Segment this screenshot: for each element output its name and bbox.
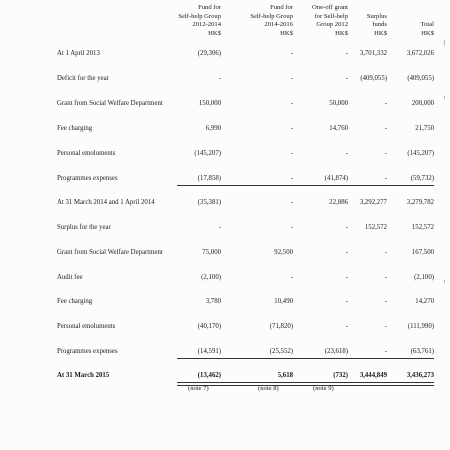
row-label: Audit fee bbox=[57, 274, 83, 281]
cell-value: 75,000 bbox=[202, 249, 221, 256]
cell-value: (14,591) bbox=[197, 348, 221, 355]
row-label: Grant from Social Welfare Department bbox=[57, 249, 163, 256]
cell-value: 3,780 bbox=[205, 298, 221, 305]
row-label: Deficit for the year bbox=[57, 75, 109, 82]
cell-value: 6,990 bbox=[205, 125, 221, 132]
header-line: for Self-help bbox=[314, 12, 348, 20]
table-row bbox=[0, 99, 450, 109]
cell-value: (35,381) bbox=[197, 199, 221, 206]
cell-value: (409,055) bbox=[360, 75, 387, 82]
cell-value: - bbox=[218, 224, 221, 231]
cell-value: - bbox=[384, 150, 387, 157]
column-header-fund-2014-2016 bbox=[250, 4, 293, 38]
header-line: Self-help Group bbox=[250, 12, 293, 20]
cell-value: - bbox=[290, 199, 293, 206]
cell-value: 167,500 bbox=[411, 249, 434, 256]
header-line: HK$ bbox=[208, 29, 221, 37]
cell-value: - bbox=[345, 150, 348, 157]
cell-value: - bbox=[384, 100, 387, 107]
cell-value: 150,000 bbox=[198, 100, 221, 107]
cell-value: (63,761) bbox=[410, 348, 434, 355]
total-double-rule bbox=[177, 382, 434, 386]
cell-value: 10,490 bbox=[274, 298, 293, 305]
scan-edge-mark bbox=[444, 280, 445, 283]
table-row bbox=[0, 174, 450, 184]
cell-value: - bbox=[290, 50, 293, 57]
subtotal-rule bbox=[177, 358, 434, 359]
row-label: At 1 April 2013 bbox=[57, 50, 100, 57]
header-line: Fund for bbox=[270, 4, 293, 11]
cell-value: - bbox=[384, 298, 387, 305]
cell-value: (17,858) bbox=[197, 175, 221, 182]
header-line: One-off grant bbox=[312, 4, 348, 11]
cell-value: (13,462) bbox=[197, 372, 221, 379]
row-label: Fee charging bbox=[57, 298, 93, 305]
table-row bbox=[0, 248, 450, 258]
cell-value: 152,572 bbox=[364, 224, 387, 231]
cell-value: 22,886 bbox=[329, 199, 348, 206]
cell-value: (145,207) bbox=[194, 150, 221, 157]
cell-value: - bbox=[290, 125, 293, 132]
scan-edge-mark bbox=[444, 96, 445, 99]
header-line: HK$ bbox=[421, 29, 434, 37]
table-row bbox=[0, 223, 450, 233]
cell-value: (40,170) bbox=[197, 323, 221, 330]
table-row bbox=[0, 347, 450, 357]
column-header-one-off-grant bbox=[312, 4, 348, 38]
table-row bbox=[0, 149, 450, 159]
cell-value: (732) bbox=[333, 372, 348, 379]
header-line: Total bbox=[420, 21, 434, 29]
cell-value: - bbox=[384, 175, 387, 182]
row-label: At 31 March 2014 and 1 April 2014 bbox=[57, 199, 155, 206]
header-line: Surplus bbox=[366, 12, 387, 20]
cell-value: - bbox=[345, 274, 348, 281]
row-label: Grant from Social Welfare Department bbox=[57, 100, 163, 107]
cell-value: (145,207) bbox=[407, 150, 434, 157]
header-line: HK$ bbox=[374, 29, 387, 37]
cell-value: 14,760 bbox=[329, 125, 348, 132]
cell-value: (29,306) bbox=[197, 50, 221, 57]
cell-value: - bbox=[290, 224, 293, 231]
cell-value: - bbox=[290, 175, 293, 182]
cell-value: 92,500 bbox=[274, 249, 293, 256]
table-row bbox=[0, 124, 450, 134]
cell-value: - bbox=[345, 75, 348, 82]
cell-value: (71,820) bbox=[269, 323, 293, 330]
header-line: HK$ bbox=[280, 29, 293, 37]
header-line: Fund for bbox=[198, 4, 221, 11]
row-label: Personal emoluments bbox=[57, 150, 116, 157]
header-line: Self-help Group bbox=[178, 12, 221, 20]
row-label: Programmes expenses bbox=[57, 175, 118, 182]
cell-value: - bbox=[345, 224, 348, 231]
cell-value: (25,552) bbox=[269, 348, 293, 355]
cell-value: 5,618 bbox=[277, 372, 293, 379]
header-line: funds bbox=[372, 21, 387, 29]
table-row bbox=[0, 74, 450, 84]
row-label: Fee charging bbox=[57, 125, 93, 132]
cell-value: 152,572 bbox=[411, 224, 434, 231]
header-line: 2012-2014 bbox=[192, 21, 221, 29]
cell-value: 50,000 bbox=[329, 100, 348, 107]
cell-value: - bbox=[345, 323, 348, 330]
cell-value: 3,701,332 bbox=[359, 50, 387, 57]
header-line: HK$ bbox=[335, 29, 348, 37]
cell-value: (409,055) bbox=[407, 75, 434, 82]
table-row bbox=[0, 297, 450, 307]
cell-value: - bbox=[384, 348, 387, 355]
table-row bbox=[0, 49, 450, 59]
cell-value: - bbox=[345, 298, 348, 305]
cell-value: - bbox=[384, 249, 387, 256]
cell-value: (41,874) bbox=[324, 175, 348, 182]
header-line: 2014-2016 bbox=[264, 21, 293, 29]
table-row-closing-balance bbox=[0, 371, 450, 381]
cell-value: 200,000 bbox=[411, 100, 434, 107]
cell-value: - bbox=[384, 323, 387, 330]
cell-value: - bbox=[384, 125, 387, 132]
table-row bbox=[0, 273, 450, 283]
table-row bbox=[0, 198, 450, 208]
note-ref-7: (note 7) bbox=[188, 385, 209, 392]
cell-value: 3,436,273 bbox=[406, 372, 434, 379]
row-label: At 31 March 2015 bbox=[57, 372, 110, 379]
row-label: Programmes expenses bbox=[57, 348, 118, 355]
column-header-surplus-funds bbox=[367, 13, 387, 39]
note-ref-8: (note 8) bbox=[258, 385, 279, 392]
row-label: Personal emoluments bbox=[57, 323, 116, 330]
cell-value: - bbox=[384, 274, 387, 281]
cell-value: 21,750 bbox=[415, 125, 434, 132]
cell-value: (111,990) bbox=[407, 323, 434, 330]
cell-value: (59,732) bbox=[410, 175, 434, 182]
table-row bbox=[0, 322, 450, 332]
cell-value: - bbox=[290, 100, 293, 107]
cell-value: - bbox=[290, 75, 293, 82]
column-header-fund-2012-2014 bbox=[178, 4, 221, 38]
row-label: Surplus for the year bbox=[57, 224, 111, 231]
cell-value: (23,618) bbox=[324, 348, 348, 355]
subtotal-rule bbox=[177, 185, 434, 186]
cell-value: - bbox=[218, 75, 221, 82]
cell-value: 3,292,277 bbox=[359, 199, 387, 206]
cell-value: (2,100) bbox=[414, 274, 434, 281]
header-line: Group 2012 bbox=[316, 21, 348, 29]
cell-value: - bbox=[345, 50, 348, 57]
cell-value: - bbox=[345, 249, 348, 256]
scan-edge-mark bbox=[444, 40, 445, 46]
cell-value: 14,270 bbox=[415, 298, 434, 305]
cell-value: (2,100) bbox=[201, 274, 221, 281]
cell-value: - bbox=[290, 150, 293, 157]
cell-value: 3,279,782 bbox=[406, 199, 434, 206]
cell-value: 3,672,026 bbox=[406, 50, 434, 57]
cell-value: 3,444,849 bbox=[359, 372, 387, 379]
cell-value: - bbox=[290, 274, 293, 281]
note-ref-9: (note 9) bbox=[313, 385, 334, 392]
column-header-total bbox=[421, 21, 434, 38]
